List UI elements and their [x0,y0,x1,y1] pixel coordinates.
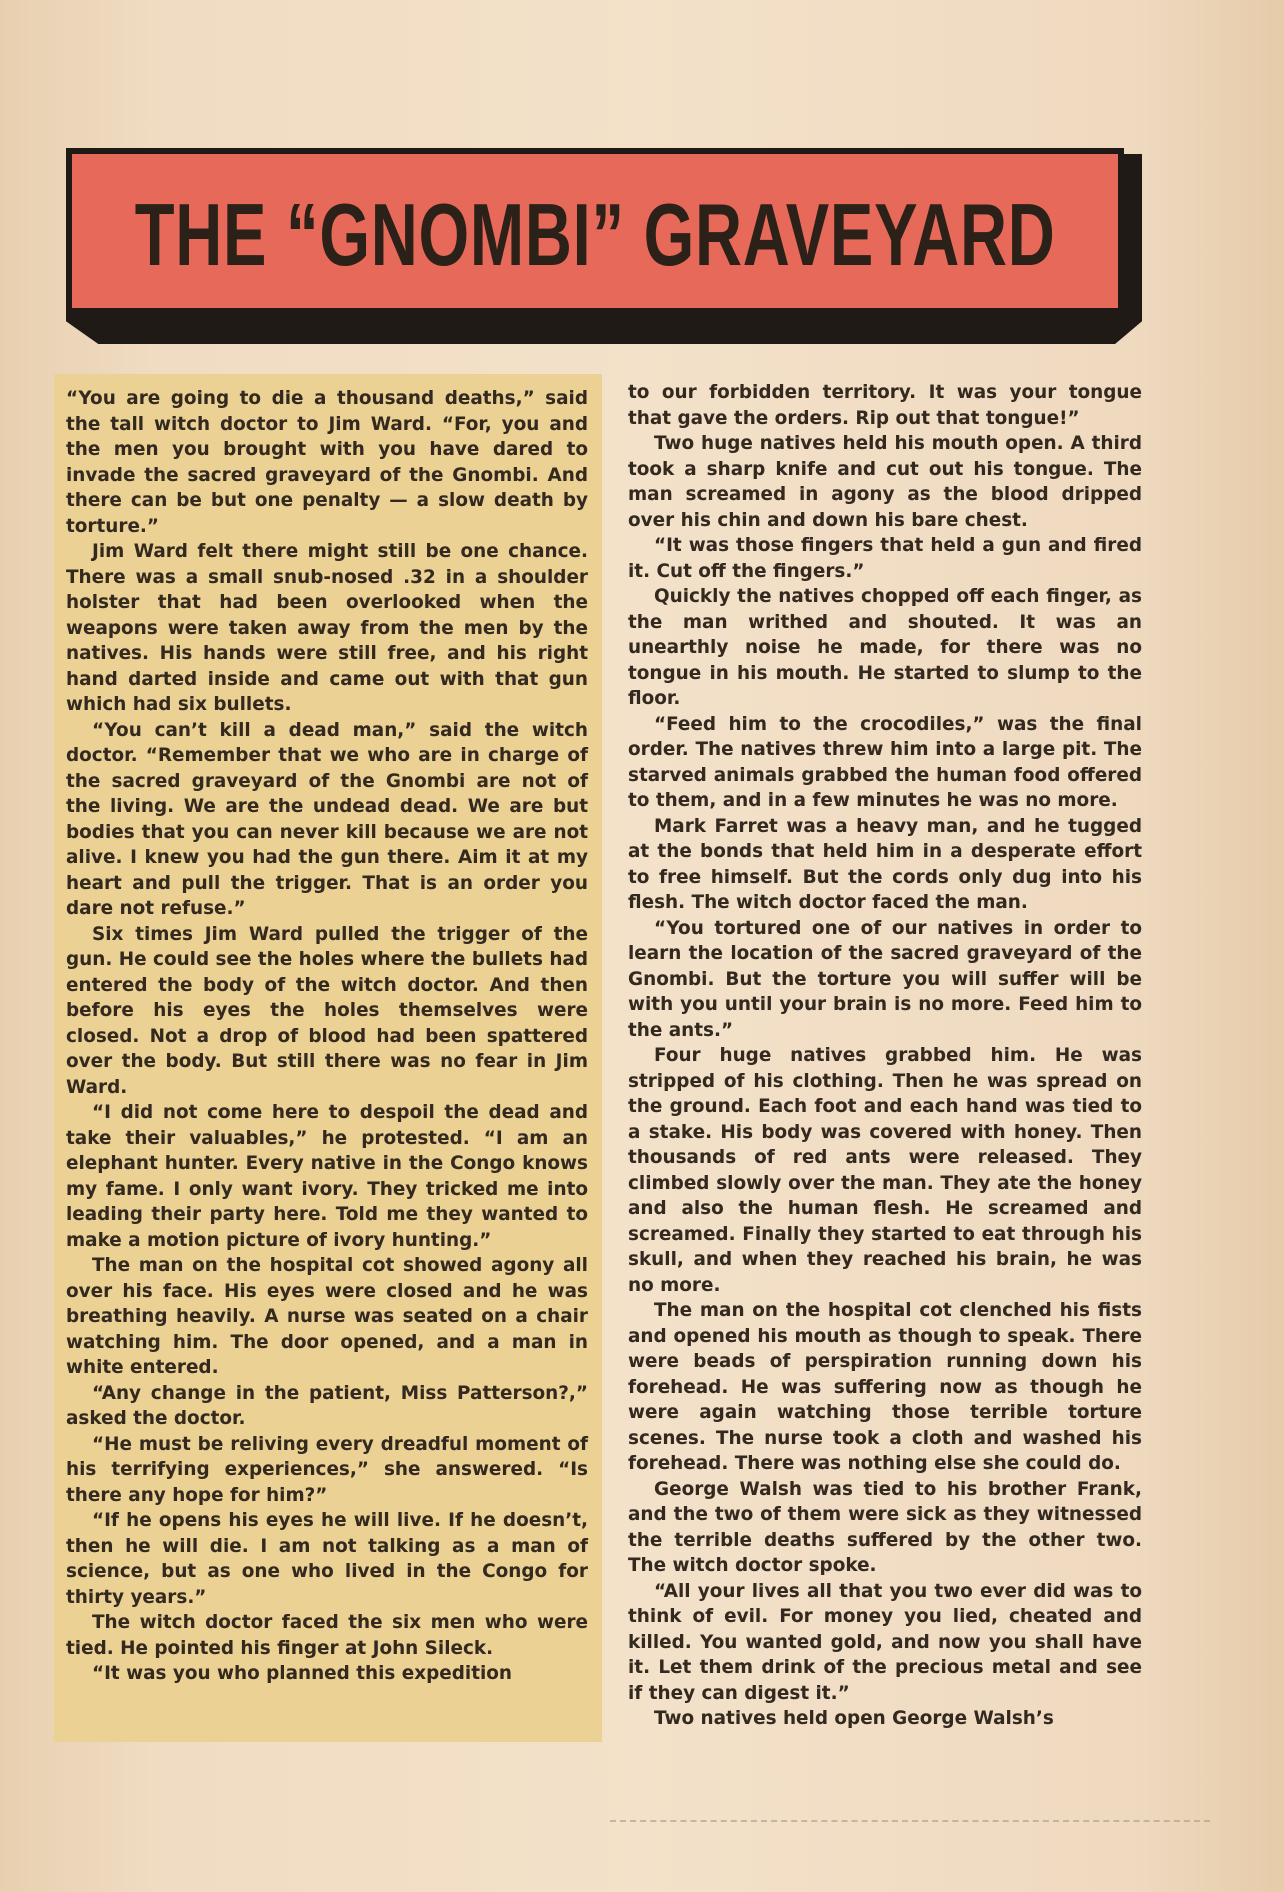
paragraph: “It was those fingers that held a gun and fired it. Cut off the fingers.” [628,535,1142,582]
paragraph: “It was you who planned this expedition [92,1663,513,1684]
paragraph: The man on the hospital cot showed agony all over his face. His eyes were closed and he was breathing heavily. A nurse was seated on a chair watching him. The door opened, and a man in white entered. [66,1255,588,1378]
page-divider [610,1820,1210,1822]
right-text-column [616,374,1150,1732]
paragraph: “If he opens his eyes he will live. If he doesn’t, then he will die. I am not talking as a man of science, but as one who lived in the Congo for thirty years.” [66,1510,588,1608]
paragraph: Six times Jim Ward pulled the trigger of the gun. He could see the holes where the bullets had entered the body of the witch doctor. And then before his eyes the holes themselves were closed. Not a drop of blood had been spattered over the body. But still there was no fear in Jim Ward. [66,923,588,1098]
paragraph: “All your lives all that you two ever did was to think of evil. For money you lied, cheated and killed. You wanted gold, and now you shall have it. Let them drink of the precious metal and see if they can digest it.” [628,1580,1142,1704]
paragraph: “He must be reliving every dreadful moment of his terrifying experiences,” she answered. “Is there any hope for him?” [66,1433,588,1506]
paragraph: “Feed him to the crocodiles,” was the final order. The natives threw him into a large pit. The starved animals grabbed the human food offered to them, and in a few minutes he was no more. [628,713,1142,811]
paragraph: The man on the hospital cot clenched his fists and opened his mouth as though to speak. There were beads of perspiration running down his forehead. He was suffering now as though he were again watching those terrible torture scenes. The nurse took a cloth and washed his forehead. There was nothing else she could do. [628,1300,1142,1474]
title-box [66,148,1124,314]
paragraph: Quickly the natives chopped off each finger, as the man writhed and shouted. It was an unearthly noise he made, for there was no tongue in his mouth. He started to slump to the floor. [628,586,1142,709]
paragraph: George Walsh was tied to his brother Frank, and the two of them were sick as they witnessed the terrible deaths suffered by the other two. The witch doctor spoke. [628,1478,1142,1576]
paragraph: Four huge natives grabbed him. He was stripped of his clothing. Then he was spread on the ground. Each foot and each hand was tied to a stake. His body was covered with honey. Then thousands of red ants were released. They climbed slowly over the man. They ate the honey and also the human flesh. He screamed and screamed. Finally they started to eat through his skull, and when they reached his brain, he was no more. [628,1045,1142,1296]
paragraph: “You can’t kill a dead man,” said the witch doctor. “Remember that we who are in charge of the sacred graveyard of the Gnombi are not of the living. We are the undead dead. We are but bodies that you can never kill because we are not alive. I knew you had the gun there. Aim it at my heart and pull the trigger. That is an order you dare not refuse.” [66,719,588,919]
title-banner [66,148,1146,351]
paragraph: Mark Farret was a heavy man, and he tugged at the bonds that held him in a desperate effort to free himself. But the cords only dug into his flesh. The witch doctor faced the man. [628,815,1142,913]
paragraph: to our forbidden territory. It was your tongue that gave the orders. Rip out that tongue!” [628,382,1142,429]
paragraph: Jim Ward felt there might still be one chance. There was a small snub-nosed .32 in a shoulder holster that had been overlooked when the weapons were taken away from the men by the natives. His hands were still free, and his right hand darted inside and came out with that gun which had six bullets. [66,541,588,715]
paragraph: Two huge natives held his mouth open. A third took a sharp knife and cut out his tongue. The man screamed in agony as the blood dripped over his chin and down his bare chest. [628,433,1142,531]
story-title: THE “GNOMBI” GRAVEYARD [134,185,1056,284]
paragraph: “You are going to die a thousand deaths,” said the tall witch doctor to Jim Ward. “For, you and the men you brought with you have dared to invade the sacred graveyard of the Gnombi. And there can be but one penalty — a slow death by torture.” [66,388,588,537]
paragraph: The witch doctor faced the six men who were tied. He pointed his finger at John Sileck. [66,1612,588,1659]
paragraph: “You tortured one of our natives in order to learn the location of the sacred graveyard of the Gnombi. But the torture you will suffer will be with you until your brain is no more. Feed him to the ants.” [628,917,1142,1041]
paragraph: “I did not come here to despoil the dead and take their valuables,” he protested. “I am an elephant hunter. Every native in the Congo knows my fame. I only want ivory. They tricked me into leading their party here. Told me they wanted to make a motion picture of ivory hunting.” [66,1102,588,1251]
paragraph: “Any change in the patient, Miss Patterson?,” asked the doctor. [66,1382,588,1429]
paragraph: Two natives held open George Walsh’s [654,1708,1054,1729]
left-text-column [54,374,602,1742]
